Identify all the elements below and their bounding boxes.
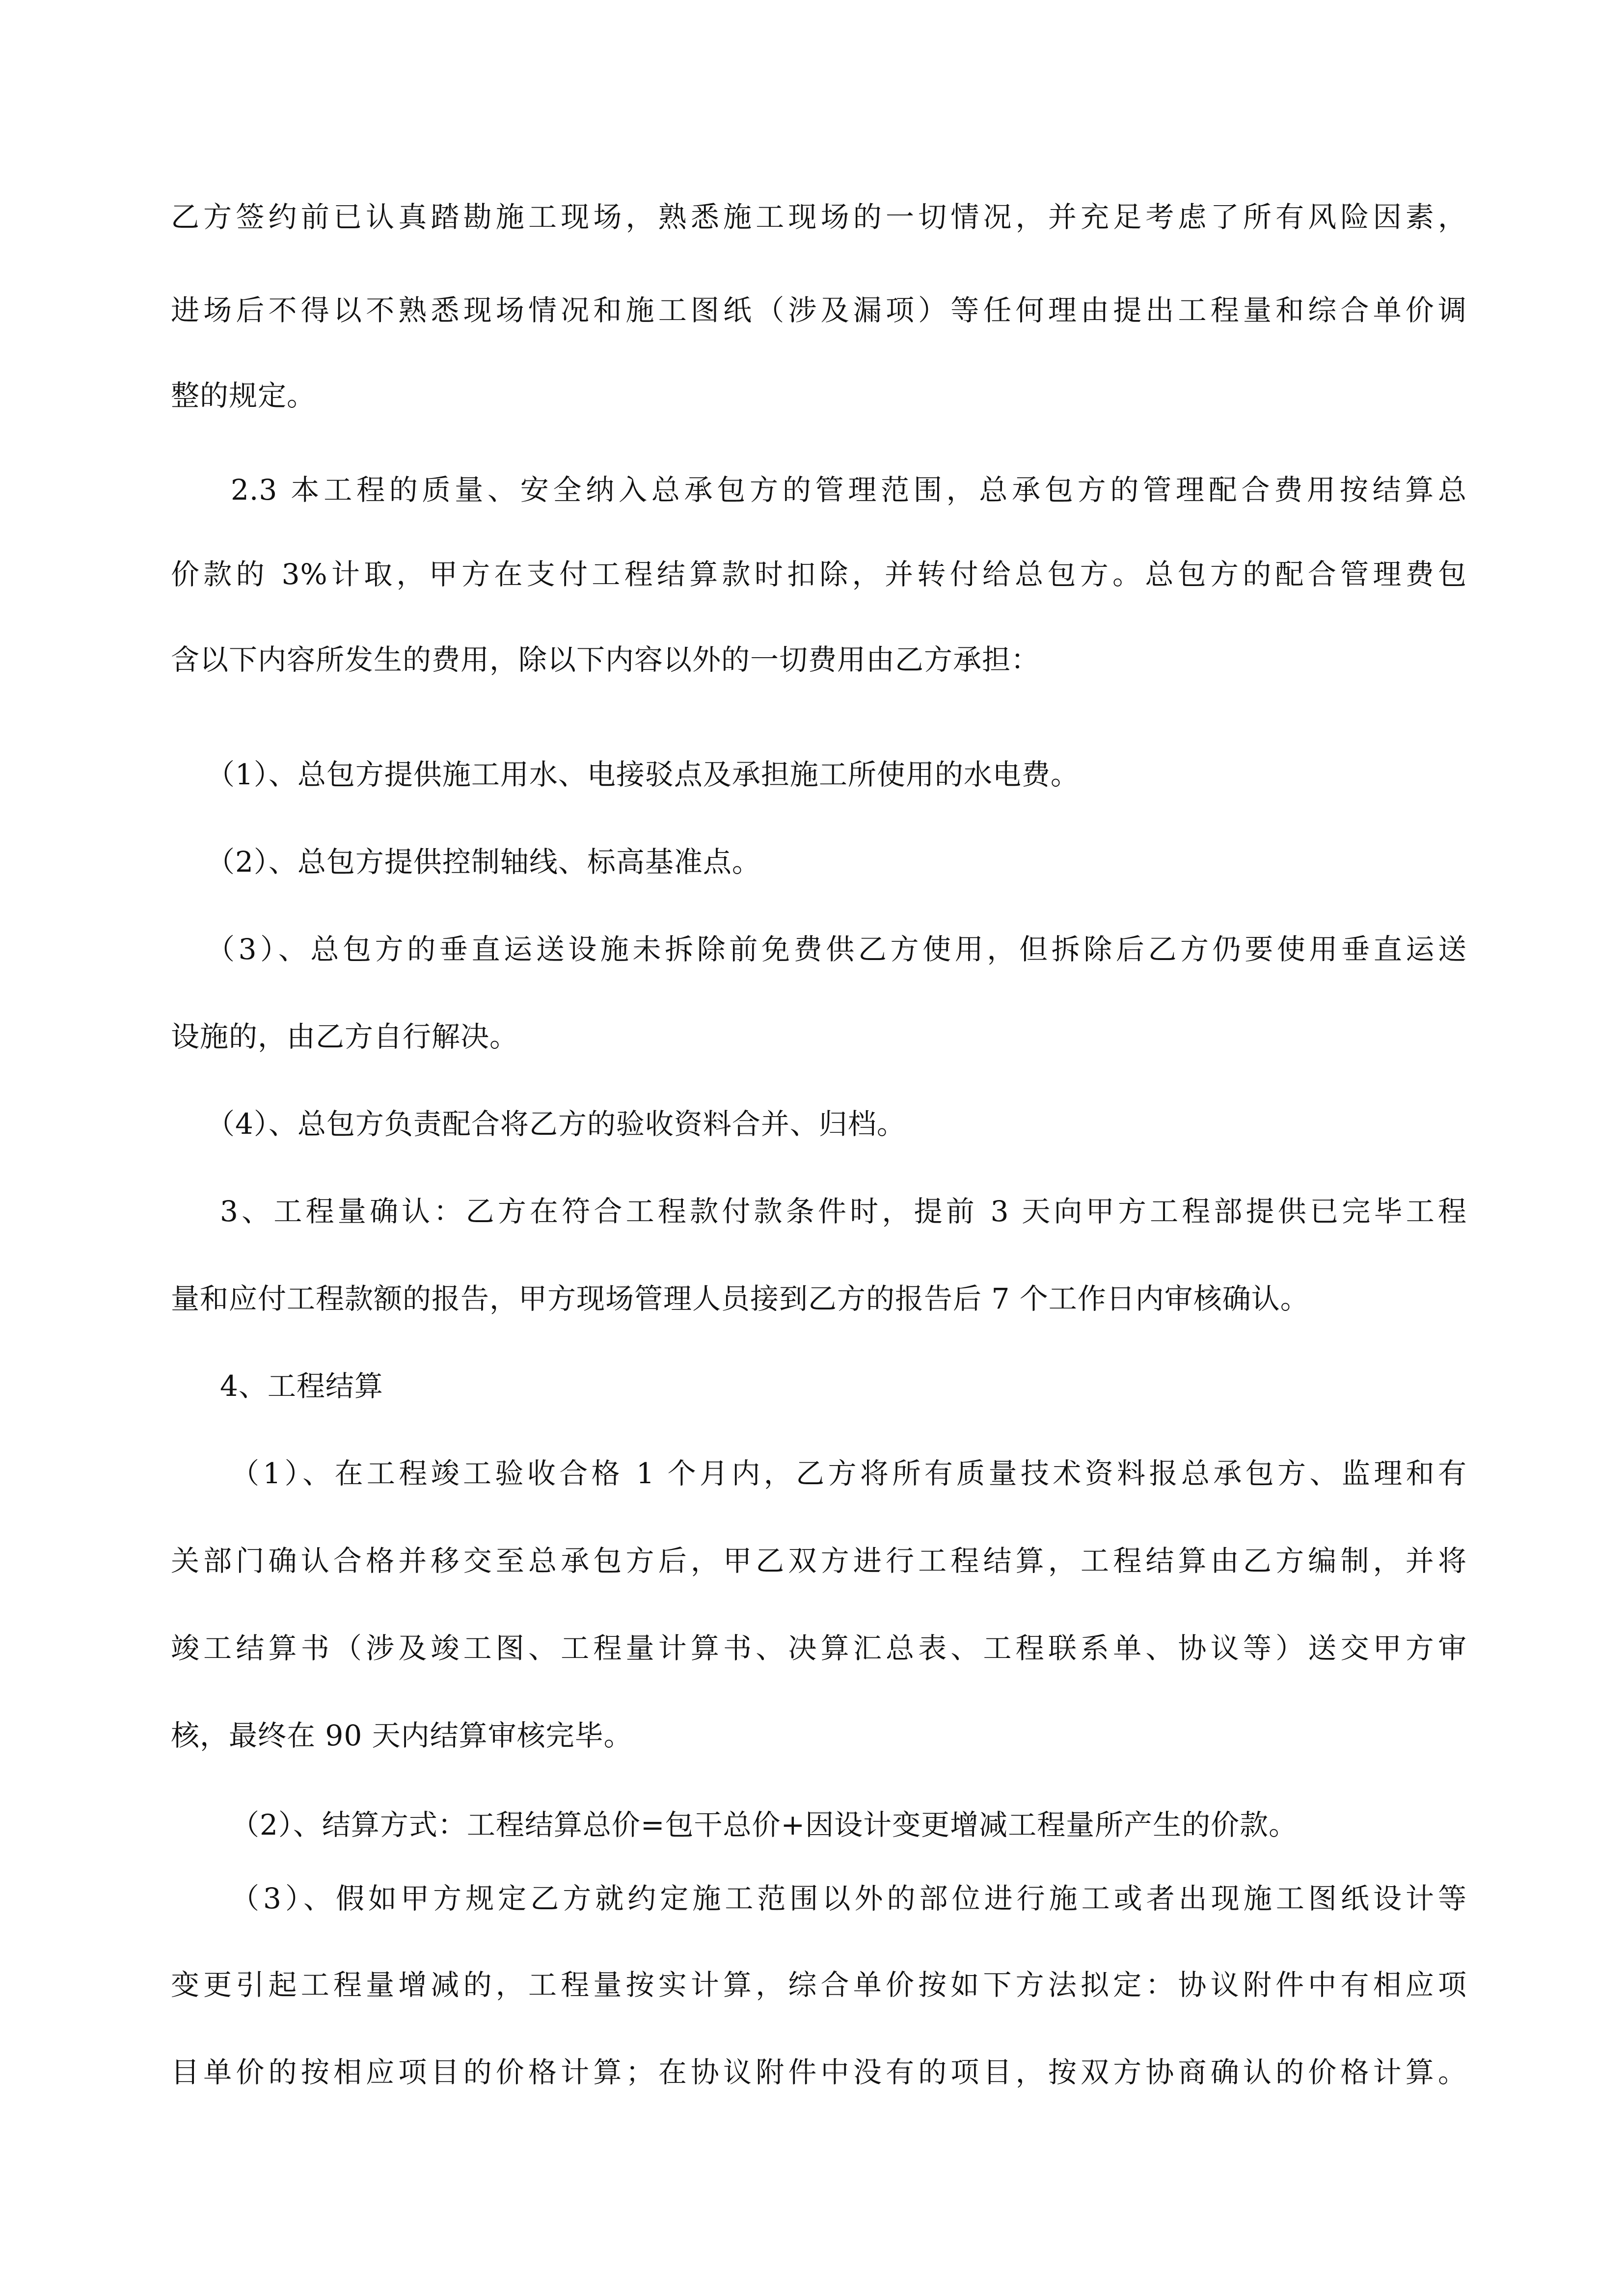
list-item: （3）、总包方的垂直运送设施未拆除前免费供乙方使用，但拆除后乙方仍要使用垂直运送	[206, 933, 1467, 966]
paragraph-line: 核，最终在 90 天内结算审核完毕。	[171, 1719, 633, 1752]
paragraph-line: 价款的 3%计取，甲方在支付工程结算款时扣除，并转付给总包方。总包方的配合管理费包	[171, 558, 1467, 591]
list-item: （1）、总包方提供施工用水、电接驳点及承担施工所使用的水电费。	[206, 758, 1080, 791]
paragraph-line: 变更引起工程量增减的，工程量按实计算，综合单价按如下方法拟定：协议附件中有相应项	[171, 1968, 1467, 2002]
paragraph-line: 乙方签约前已认真踏勘施工现场，熟悉施工现场的一切情况，并充足考虑了所有风险因素，	[171, 200, 1467, 234]
list-item: （2）、总包方提供控制轴线、标高基准点。	[206, 845, 761, 879]
paragraph-line: 2.3 本工程的质量、安全纳入总承包方的管理范围，总承包方的管理配合费用按结算总	[231, 473, 1467, 507]
paragraph-line: 量和应付工程款额的报告，甲方现场管理人员接到乙方的报告后 7 个工作日内审核确认。	[171, 1282, 1309, 1315]
paragraph-line: 竣工结算书（涉及竣工图、工程量计算书、决算汇总表、工程联系单、协议等）送交甲方审	[171, 1631, 1467, 1665]
paragraph-line: 设施的，由乙方自行解决。	[171, 1020, 519, 1053]
paragraph-line: 关部门确认合格并移交至总承包方后，甲乙双方进行工程结算，工程结算由乙方编制，并将	[171, 1544, 1467, 1577]
list-item: （4）、总包方负责配合将乙方的验收资料合并、归档。	[206, 1107, 906, 1141]
paragraph-line: 进场后不得以不熟悉现场情况和施工图纸（涉及漏项）等任何理由提出工程量和综合单价调	[171, 294, 1467, 327]
section-heading: 4、工程结算	[220, 1369, 383, 1403]
list-item: （2）、结算方式：工程结算总价=包干总价+因设计变更增减工程量所产生的价款。	[231, 1808, 1298, 1842]
paragraph-line: 整的规定。	[171, 379, 316, 412]
paragraph-line: 目单价的按相应项目的价格计算；在协议附件中没有的项目，按双方协商确认的价格计算。	[171, 2056, 1467, 2089]
section-heading: 3、工程量确认：乙方在符合工程款付款条件时，提前 3 天向甲方工程部提供已完毕工程	[220, 1195, 1467, 1228]
list-item: （3）、假如甲方规定乙方就约定施工范围以外的部位进行施工或者出现施工图纸设计等	[231, 1882, 1467, 1915]
paragraph-line: 含以下内容所发生的费用，除以下内容以外的一切费用由乙方承担：	[171, 643, 1040, 676]
list-item: （1）、在工程竣工验收合格 1 个月内，乙方将所有质量技术资料报总承包方、监理和有	[231, 1457, 1467, 1490]
